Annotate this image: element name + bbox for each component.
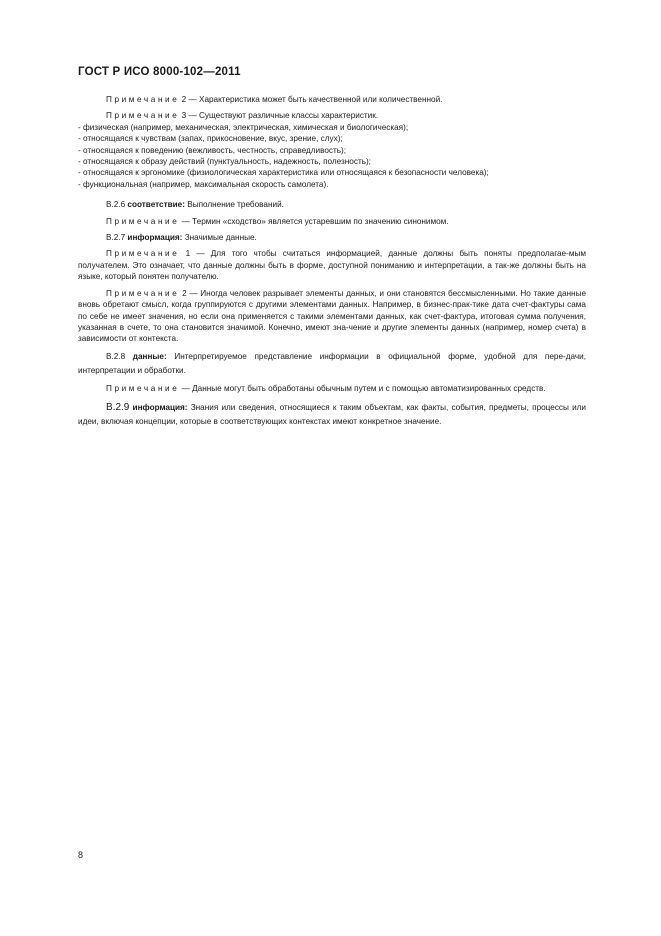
note-label: Примечание bbox=[106, 95, 180, 104]
term-number: В.2.7 bbox=[106, 233, 126, 243]
list-item: - физическая (например, механическая, электрическая, химическая и биологическая); bbox=[78, 122, 409, 132]
characteristic-classes-list bbox=[78, 122, 586, 190]
term-b27 bbox=[78, 232, 586, 243]
note-text: Данные могут быть обработаны обычным путем и с помощью автоматизированных средств. bbox=[192, 383, 546, 393]
note-dash: — bbox=[181, 216, 190, 226]
note-b27-2 bbox=[78, 288, 586, 345]
term-name: соответствие: bbox=[127, 200, 185, 210]
note-text: Термин «сходство» является устаревшим по значению синонимом. bbox=[192, 216, 449, 226]
term-number: В.2.9 bbox=[106, 402, 130, 414]
note-characteristic-2 bbox=[78, 94, 586, 105]
list-item: - относящаяся к образу действий (пунктуальность, надежность, полезность); bbox=[78, 157, 371, 167]
note-number: 2 — bbox=[182, 288, 198, 298]
list-item: - относящаяся к поведению (вежливость, честность, справедливость); bbox=[78, 145, 347, 155]
note-text: Для того чтобы считаться информацией, данные должны быть поняты предполагае-мым получателем. Это означает, что данные должны быть в форме, доступной пониманию и интерпретации, а так-же должны быть на языке, который понятен получателю. bbox=[78, 249, 586, 282]
note-dash: — bbox=[181, 383, 190, 393]
term-name: информация: bbox=[127, 233, 183, 243]
list-item: - относящаяся к эргономике (физиологическая характеристика или относящаяся к безопасности человека); bbox=[78, 168, 489, 178]
note-text: Существуют различные классы характеристик. bbox=[198, 111, 379, 121]
document-header: ГОСТ Р ИСО 8000-102—2011 bbox=[78, 66, 241, 78]
note-label: Примечание bbox=[106, 249, 180, 259]
page-number: 8 bbox=[78, 850, 84, 860]
note-characteristic-3 bbox=[78, 110, 586, 121]
term-b28 bbox=[78, 350, 586, 378]
list-item: - относящаяся к чувствам (запах, прикосновение, вкус, зрение, слух); bbox=[78, 134, 343, 144]
term-number: В.2.8 bbox=[106, 351, 126, 361]
note-b27-1 bbox=[78, 248, 586, 282]
note-label: Примечание bbox=[106, 216, 180, 226]
list-item: - функциональная (например, максимальная скорость самолета). bbox=[78, 179, 329, 189]
term-b26 bbox=[78, 199, 586, 210]
term-number: В.2.6 bbox=[106, 200, 126, 210]
note-label: Примечание bbox=[106, 288, 180, 298]
term-definition: Значимые данные. bbox=[184, 233, 257, 243]
note-text: Иногда человек разрывает элементы данных, и они становятся бессмысленными. Но такие данные вновь обретают смысл, когда группируются с другими элементами данных. Например, в бизнес-прак-тике дата счет-фактуры сама по себе не имеет значения, но если она применяется с такими элементами данных, как счет-фактура, итоговая сумма получения, указанная в счете, то она становится значимой. Конечно, имеют зна-чение и другие элементы данных (например, номер счета) в зависимости от контекста. bbox=[78, 288, 587, 344]
note-label: Примечание bbox=[106, 111, 180, 121]
note-number: 1 — bbox=[185, 249, 205, 259]
note-b26 bbox=[78, 216, 586, 227]
note-text: Характеристика может быть качественной или количественной. bbox=[198, 95, 443, 104]
term-definition: Интерпретируемое представление информации в официальной форме, удобной для пере-дачи, интерпретации и обработки. bbox=[78, 351, 587, 375]
note-b28 bbox=[78, 383, 586, 394]
term-definition: Знания или сведения, относящиеся к таким объектам, как факты, события, предметы, процессы или идеи, включая концепции, которые в соответствующих контекстах имеют конкретное значение. bbox=[78, 403, 586, 427]
note-label: Примечание bbox=[106, 383, 180, 393]
term-name: информация: bbox=[132, 403, 188, 413]
term-definition: Выполнение требований. bbox=[187, 200, 284, 210]
term-name: данные: bbox=[132, 351, 167, 361]
note-number: 2 — bbox=[181, 95, 197, 104]
term-b29 bbox=[78, 401, 586, 429]
note-number: 3 — bbox=[181, 111, 197, 121]
document-body bbox=[78, 94, 586, 434]
